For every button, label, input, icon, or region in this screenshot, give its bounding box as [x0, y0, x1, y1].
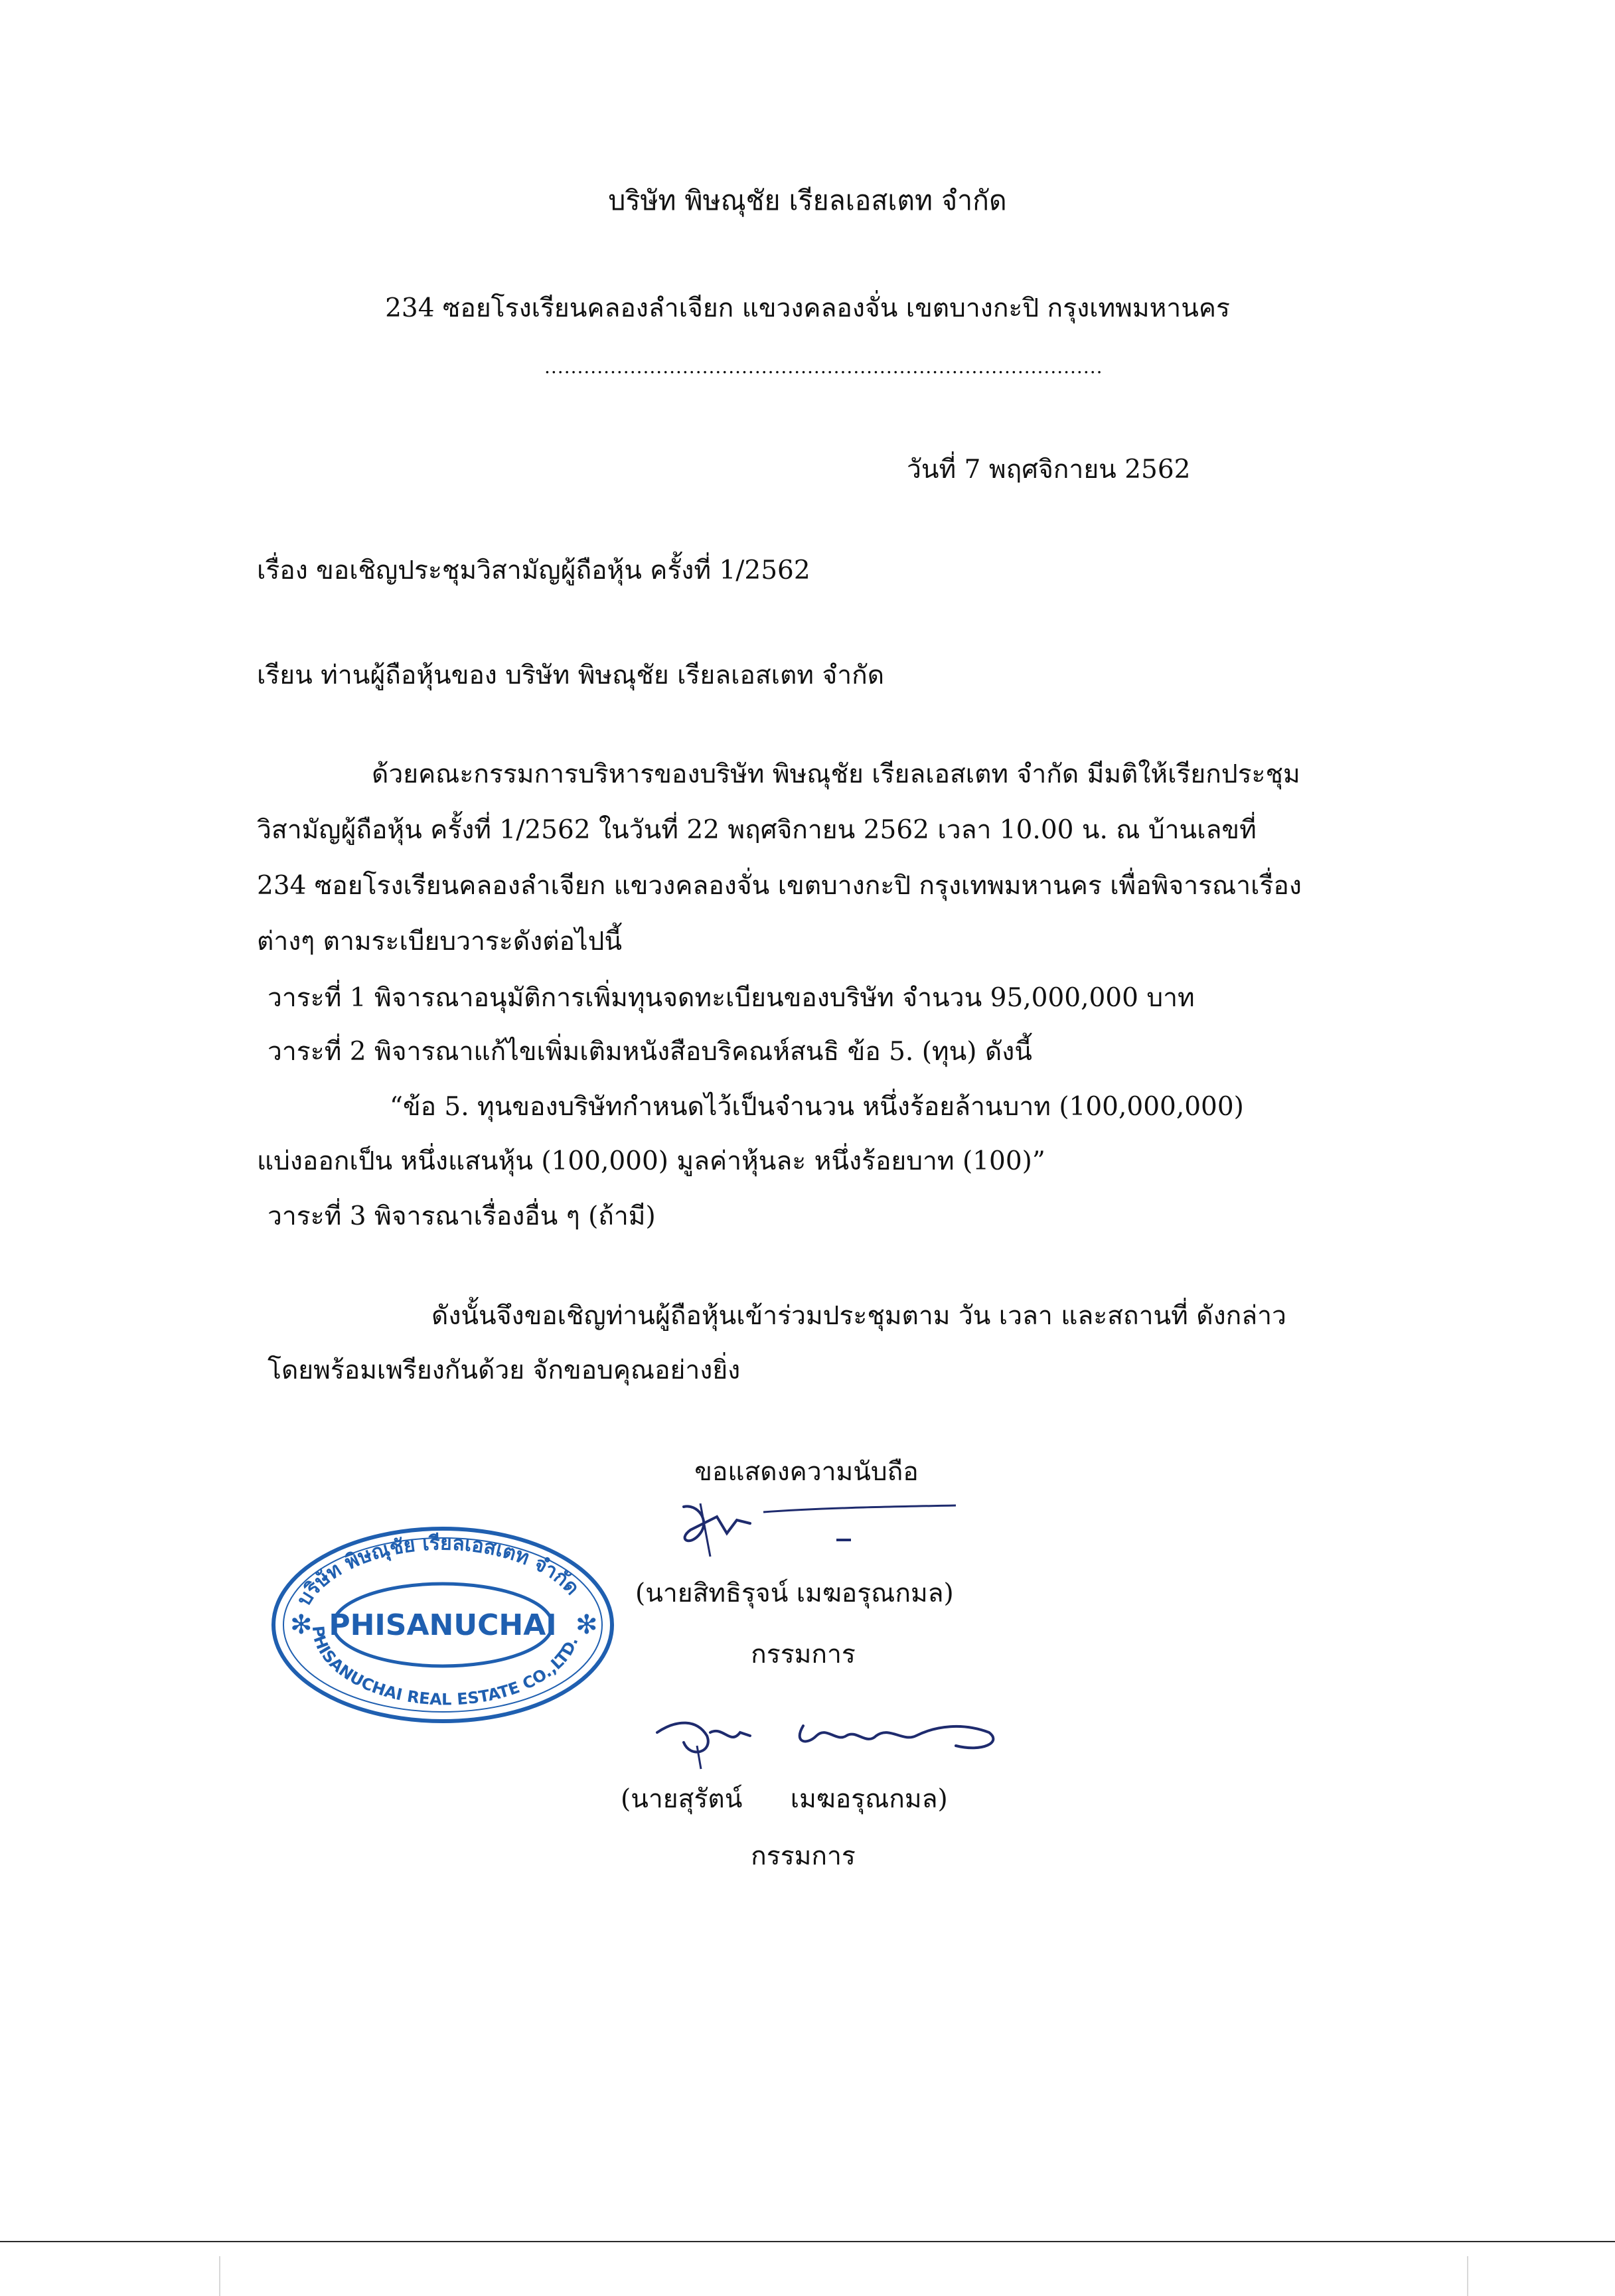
agenda-quote-line: “ข้อ 5. ทุนของบริษัทกำหนดไว้เป็นจำนวน หนึ่งร้อยล้านบาท (100,000,000) — [390, 1092, 1244, 1122]
body-line: วิสามัญผู้ถือหุ้น ครั้งที่ 1/2562 ในวันที่ 22 พฤศจิกายน 2562 เวลา 10.00 น. ณ บ้านเลขที่ — [257, 815, 1257, 845]
margin-mark — [219, 2256, 220, 2296]
svg-text:✻: ✻ — [576, 1610, 598, 1640]
body-line: ด้วยคณะกรรมการบริหารของบริษัท พิษณุชัย เรียลเอสเตท จำกัด มีมติให้เรียกประชุม — [372, 759, 1300, 789]
svg-text:PHISANUCHAI REAL ESTATE CO.,LT: PHISANUCHAI REAL ESTATE CO.,LTD. — [308, 1625, 582, 1709]
regards-text: ขอแสดงความนับถือ — [694, 1457, 919, 1487]
salutation-line: เรียน ท่านผู้ถือหุ้นของ บริษัท พิษณุชัย เรียลเอสเตท จำกัด — [257, 660, 885, 690]
signer-1-name: (นายสิทธิรุจน์ เมฆอรุณกมล) — [635, 1578, 954, 1608]
agenda-item-2: วาระที่ 2 พิจารณาแก้ไขเพิ่มเติมหนังสือบริคณห์สนธิ ข้อ 5. (ทุน) ดังนี้ — [268, 1037, 1032, 1067]
agenda-item-3: วาระที่ 3 พิจารณาเรื่องอื่น ๆ (ถ้ามี) — [268, 1201, 656, 1231]
agenda-item-1: วาระที่ 1 พิจารณาอนุมัติการเพิ่มทุนจดทะเบียนของบริษัท จำนวน 95,000,000 บาท — [268, 983, 1195, 1013]
subject-line: เรื่อง ขอเชิญประชุมวิสามัญผู้ถือหุ้น ครั้งที่ 1/2562 — [257, 556, 810, 585]
company-stamp — [267, 1522, 619, 1728]
letter-date: วันที่ 7 พฤศจิกายน 2562 — [907, 455, 1191, 485]
dotted-line: ..................................................................................... — [544, 356, 1103, 378]
signer-1-title: กรรมการ — [751, 1640, 856, 1669]
svg-text:PHISANUCHAI: PHISANUCHAI — [329, 1608, 557, 1642]
agenda-quote-line: แบ่งออกเป็น หนึ่งแสนหุ้น (100,000) มูลค่าหุ้นละ หนึ่งร้อยบาท (100)” — [257, 1146, 1045, 1176]
bottom-rule — [0, 2241, 1615, 2242]
body-line: 234 ซอยโรงเรียนคลองลำเจียก แขวงคลองจั่น เขตบางกะปิ กรุงเทพมหานคร เพื่อพิจารณาเรื่อง — [257, 871, 1302, 901]
body-line: ต่างๆ ตามระเบียบวาระดังต่อไปนี้ — [257, 927, 622, 957]
closing-line: โดยพร้อมเพรียงกันด้วย จักขอบคุณอย่างยิ่ง — [268, 1355, 741, 1385]
closing-line: ดังนั้นจึงขอเชิญท่านผู้ถือหุ้นเข้าร่วมประชุมตาม วัน เวลา และสถานที่ ดังกล่าว — [431, 1301, 1286, 1331]
signature-1 — [670, 1493, 969, 1573]
signer-2-title: กรรมการ — [751, 1841, 856, 1871]
company-heading: บริษัท พิษณุชัย เรียลเอสเตท จำกัด — [608, 185, 1007, 216]
svg-text:✻: ✻ — [290, 1610, 313, 1640]
company-address: 234 ซอยโรงเรียนคลองลำเจียก แขวงคลองจั่น เขตบางกะปิ กรุงเทพมหานคร — [385, 293, 1230, 323]
margin-mark — [1467, 2256, 1468, 2296]
svg-text:บริษัท พิษณุชัย เรียลเอสเตท จำ: บริษัท พิษณุชัย เรียลเอสเตท จำกัด — [292, 1531, 584, 1610]
signature-2 — [644, 1706, 1016, 1779]
signer-2-name: (นายสุรัตน์ เมฆอรุณกมล) — [621, 1784, 948, 1814]
